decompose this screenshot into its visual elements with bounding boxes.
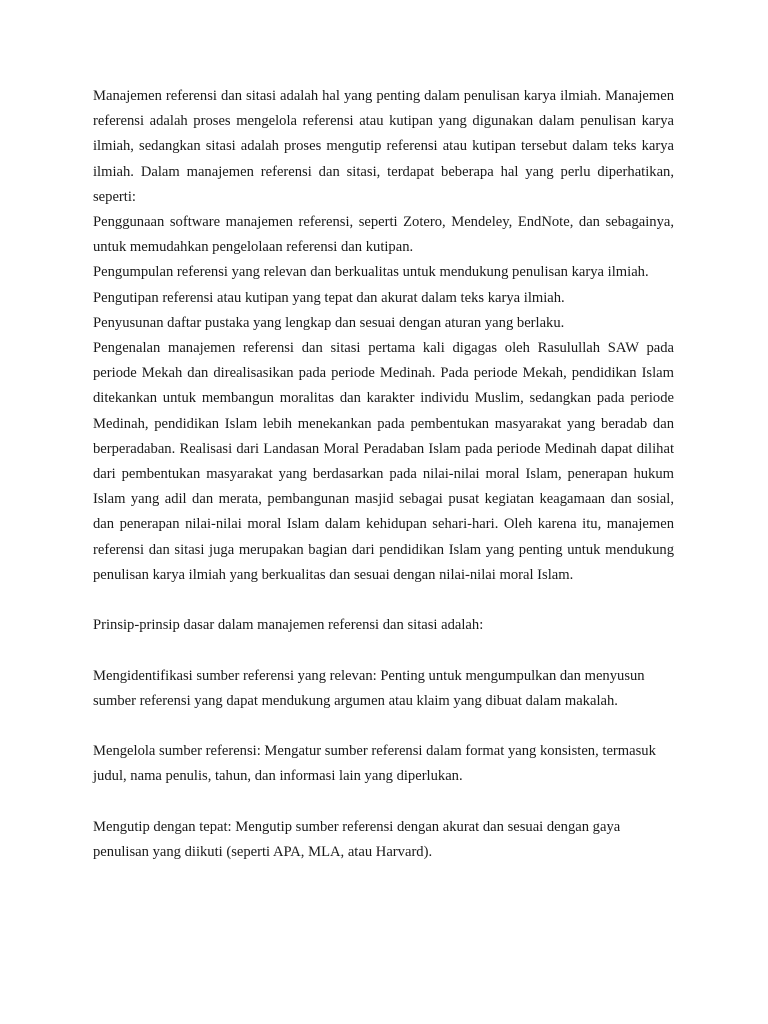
paragraph-mengelola: Mengelola sumber referensi: Mengatur sumber referensi dalam format yang konsisten, termasuk judul, nama penulis, tahun, dan informasi lain yang diperlukan. [93,743,656,785]
paragraph-pengutipan: Pengutipan referensi atau kutipan yang tepat dan akurat dalam teks karya ilmiah. [93,289,565,306]
document-body [93,84,674,865]
paragraph-prinsip-heading: Prinsip-prinsip dasar dalam manajemen referensi dan sitasi adalah: [93,617,484,634]
paragraph-pengumpulan: Pengumpulan referensi yang relevan dan berkualitas untuk mendukung penulisan karya ilmiah. [93,264,649,281]
paragraph-mengidentifikasi: Mengidentifikasi sumber referensi yang relevan: Penting untuk mengumpulkan dan menyusun sumber referensi yang dapat mendukung argumen atau klaim yang dibuat dalam makalah. [93,667,645,709]
paragraph-software: Penggunaan software manajemen referensi, seperti Zotero, Mendeley, EndNote, dan sebagainya, untuk memudahkan pengelolaan referensi dan kutipan. [93,214,674,256]
paragraph-mengutip: Mengutip dengan tepat: Mengutip sumber referensi dengan akurat dan sesuai dengan gaya penulisan yang diikuti (seperti APA, MLA, atau Harvard). [93,818,621,861]
paragraph-penyusunan: Penyusunan daftar pustaka yang lengkap dan sesuai dengan aturan yang berlaku. [93,314,565,331]
paragraph-intro: Manajemen referensi dan sitasi adalah hal yang penting dalam penulisan karya ilmiah. Manajemen referensi adalah proses mengelola referensi atau kutipan yang digunakan dalam penulisan karya ilmiah, sedangkan sitasi adalah proses mengutip referensi atau kutipan tersebut dalam teks karya ilmiah. Dalam manajemen referensi dan sitasi, terdapat beberapa hal yang perlu diperhatikan, seperti: [93,88,674,205]
paragraph-pengenalan: Pengenalan manajemen referensi dan sitasi pertama kali digagas oleh Rasulullah SAW pada periode Mekah dan direalisasikan pada periode Medinah. Pada periode Mekah, pendidikan Islam ditekankan untuk membangun moralitas dan karakter individu Muslim, sedangkan pada periode Medinah, pendidikan Islam lebih menekankan pada pembentukan masyarakat yang beradab dan berperadaban. Realisasi dari Landasan Moral Peradaban Islam pada periode Medinah dapat dilihat dari pembentukan masyarakat yang berdasarkan pada nilai-nilai moral Islam, penerapan hukum Islam yang adil dan merata, pembangunan masjid sebagai pusat kegiatan keagamaan dan sosial, dan penerapan nilai-nilai moral Islam dalam kehidupan sehari-hari. Oleh karena itu, manajemen referensi dan sitasi juga merupakan bagian dari pendidikan Islam yang penting untuk mendukung penulisan karya ilmiah yang berkualitas dan sesuai dengan nilai-nilai moral Islam. [93,340,674,583]
